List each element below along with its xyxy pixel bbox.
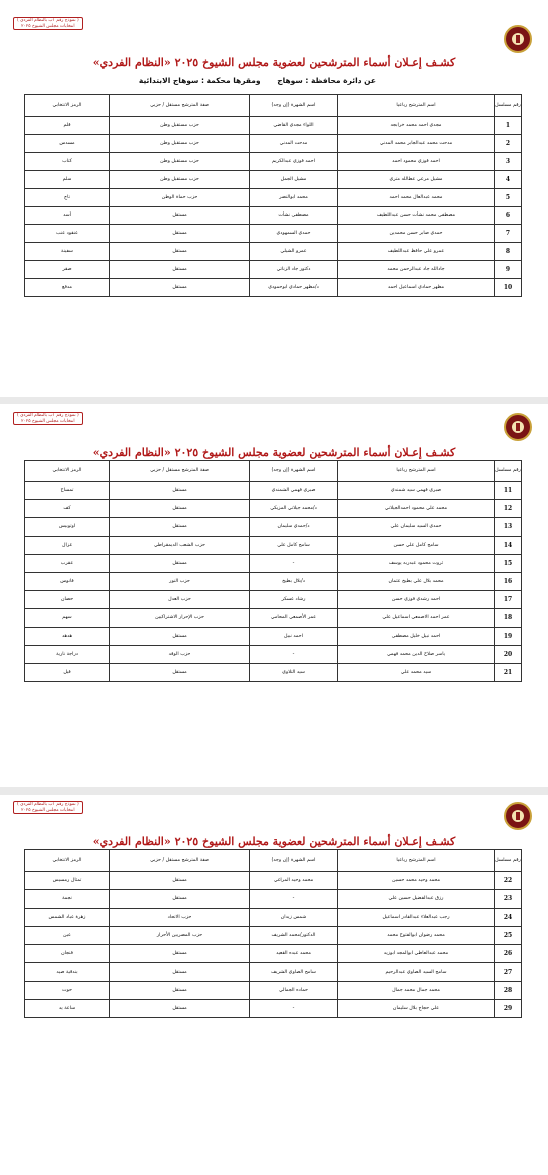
party-cell: مستقل (110, 225, 250, 243)
party-cell: مستقل (110, 663, 250, 681)
symbol-cell: نجمة (25, 890, 110, 908)
fame-name-cell: محمد عبده القعيد (250, 945, 338, 963)
header-name: اسم المترشح رباعيا (338, 461, 495, 482)
page-title: كشـف إعـلان أسماء المترشحين لعضوية مجلس الشيوخ ٢٠٢٥ «النظام الفردي» (92, 56, 456, 69)
party-cell: مستقل (110, 279, 250, 297)
party-cell: مستقل (110, 554, 250, 572)
symbol-cell: تاج (25, 189, 110, 207)
header-party: صفة المترشح مستقل / حزبي (110, 461, 250, 482)
serial-cell: 22 (495, 872, 522, 890)
candidate-name-cell: صبري فهمي سيد شمندي (338, 482, 495, 500)
fame-name-cell: مصطفى نشأت (250, 207, 338, 225)
symbol-cell: كف (25, 500, 110, 518)
table-row (25, 261, 522, 279)
candidate-name-cell: سامح السيد الصاوي عبدالرحيم (338, 963, 495, 981)
table-row (25, 482, 522, 500)
table-row (25, 1000, 522, 1018)
header-fame: اسم الشهرة (إن وجد) (250, 850, 338, 872)
table-row (25, 500, 522, 518)
party-cell: مستقل (110, 872, 250, 890)
party-cell: حزب الشعب الديمقراطي (110, 536, 250, 554)
party-cell: حزب مستقبل وطن (110, 153, 250, 171)
table-row (25, 518, 522, 536)
table-row (25, 963, 522, 981)
serial-cell: 9 (495, 261, 522, 279)
candidate-name-cell: احمد رشدي فوزي حسن (338, 591, 495, 609)
serial-cell: 28 (495, 981, 522, 999)
party-cell: حزب مستقبل وطن (110, 117, 250, 135)
header-symbol: الرمز الانتخابي (25, 850, 110, 872)
header-serial: رقم مسلسل (495, 850, 522, 872)
serial-cell: 7 (495, 225, 522, 243)
symbol-cell: هدهد (25, 627, 110, 645)
table-row (25, 536, 522, 554)
serial-cell: 29 (495, 1000, 522, 1018)
symbol-cell: بندقية صيد (25, 963, 110, 981)
candidate-name-cell: مظهر حمادي اسماعيل احمد (338, 279, 495, 297)
table-row (25, 627, 522, 645)
candidate-name-cell: محمد رضوان ابوالفتوح محمد (338, 926, 495, 944)
fame-name-cell: د/محمد جيلاني المزيكي (250, 500, 338, 518)
candidate-name-cell: محمد علي محمود احمدالجيلاني (338, 500, 495, 518)
party-cell: مستقل (110, 1000, 250, 1018)
fame-name-cell: حمدي السمهودي (250, 225, 338, 243)
table-row (25, 591, 522, 609)
party-cell: حزب الوفد (110, 645, 250, 663)
fame-name-cell: - (250, 645, 338, 663)
candidate-name-cell: عمر احمد الاصمعي اسماعيل علي (338, 609, 495, 627)
header-fame: اسم الشهرة (إن وجد) (250, 95, 338, 117)
candidate-name-cell: محمد عبدالعاطي ابوالمجد ابوزيد (338, 945, 495, 963)
serial-cell: 27 (495, 963, 522, 981)
fame-name-cell: رشاد عسكر (250, 591, 338, 609)
party-cell: حزب مستقبل وطن (110, 171, 250, 189)
fame-name-cell: محمد وحيد المراغي (250, 872, 338, 890)
symbol-cell: أسد (25, 207, 110, 225)
stamp-line-2: انتخابات مجلس الشيوخ ٢٠٢٥ (21, 23, 75, 29)
egypt-eagle-logo (504, 802, 532, 830)
table-row (25, 554, 522, 572)
fame-name-cell: عمر الأصمعي المحامي (250, 609, 338, 627)
serial-cell: 26 (495, 945, 522, 963)
court-label: ومقرها محكمة : سوهاج الابتدائية (138, 76, 261, 85)
party-cell: حزب العدل (110, 591, 250, 609)
fame-name-cell: الدكتور/محمد الشريف (250, 926, 338, 944)
serial-cell: 16 (495, 572, 522, 590)
table-row (25, 872, 522, 890)
serial-cell: 24 (495, 908, 522, 926)
serial-cell: 19 (495, 627, 522, 645)
symbol-cell: دراجة نارية (25, 645, 110, 663)
candidate-name-cell: حمدي السيد سليمان علي (338, 518, 495, 536)
candidate-name-cell: مصطفى محمد نشأت حسن عبداللطيف (338, 207, 495, 225)
fame-name-cell: اللواء مجدي القاضي (250, 117, 338, 135)
candidate-name-cell: عمرو علي حافظ عبداللطيف (338, 243, 495, 261)
serial-cell: 6 (495, 207, 522, 225)
fame-name-cell: دكتور جاد الزناتي (250, 261, 338, 279)
party-cell: مستقل (110, 207, 250, 225)
serial-cell: 13 (495, 518, 522, 536)
fame-name-cell: سيد التلاوي (250, 663, 338, 681)
serial-cell: 2 (495, 135, 522, 153)
egypt-eagle-logo (504, 25, 532, 53)
fame-name-cell: د/بلال بطيخ (250, 572, 338, 590)
fame-name-cell: - (250, 1000, 338, 1018)
fame-name-cell: حماده الجمالي (250, 981, 338, 999)
fame-name-cell: سامح كامل علي (250, 536, 338, 554)
party-cell: مستقل (110, 981, 250, 999)
table-row (25, 572, 522, 590)
symbol-cell: مسدس (25, 135, 110, 153)
header-name: اسم المترشح رباعيا (338, 850, 495, 872)
candidate-name-cell: ياسر صلاح الدين محمد فهمي (338, 645, 495, 663)
serial-cell: 3 (495, 153, 522, 171)
serial-cell: 12 (495, 500, 522, 518)
table-row (25, 225, 522, 243)
table-row (25, 663, 522, 681)
candidate-name-cell: رزق عبدالفضيل حسين علي (338, 890, 495, 908)
symbol-cell: صقر (25, 261, 110, 279)
table-row (25, 117, 522, 135)
serial-cell: 18 (495, 609, 522, 627)
document-page-2 (0, 404, 548, 787)
egypt-eagle-logo (504, 413, 532, 441)
serial-cell: 10 (495, 279, 522, 297)
candidate-name-cell: رجب عبدالعلاء عبدالقادر اسماعيل (338, 908, 495, 926)
candidate-name-cell: احمد فوزي محمود احمد (338, 153, 495, 171)
symbol-cell: فيل (25, 663, 110, 681)
party-cell: حزب مستقبل وطن (110, 135, 250, 153)
symbol-cell: كتاب (25, 153, 110, 171)
candidate-name-cell: محمد عبدالعال محمد احمد (338, 189, 495, 207)
symbol-cell: زهرة عباد الشمس (25, 908, 110, 926)
table-row (25, 645, 522, 663)
fame-name-cell: عمرو الشيلي (250, 243, 338, 261)
serial-cell: 23 (495, 890, 522, 908)
fame-name-cell: شمس زيدان (250, 908, 338, 926)
table-row (25, 609, 522, 627)
symbol-cell: تمساح (25, 482, 110, 500)
fame-name-cell: احمد فوزي عبدالكريم (250, 153, 338, 171)
stamp-line-1: ( نموذج رقم ١ب بالنظام الفردي ) (17, 413, 79, 418)
party-cell: مستقل (110, 482, 250, 500)
symbol-cell: حصان (25, 591, 110, 609)
table-row (25, 153, 522, 171)
party-cell: مستقل (110, 890, 250, 908)
symbol-cell: غزال (25, 536, 110, 554)
fame-name-cell: مشيل الجمل (250, 171, 338, 189)
party-cell: مستقل (110, 945, 250, 963)
table-row (25, 945, 522, 963)
candidate-name-cell: مجدي احمد محمد خرابجه (338, 117, 495, 135)
header-fame: اسم الشهرة (إن وجد) (250, 461, 338, 482)
candidate-name-cell: جادالله جاد عبدالرحمن محمد (338, 261, 495, 279)
symbol-cell: ساعة يد (25, 1000, 110, 1018)
candidate-name-cell: سيد محمد علي (338, 663, 495, 681)
party-cell: حزب حماة الوطن (110, 189, 250, 207)
party-cell: مستقل (110, 500, 250, 518)
form-stamp (13, 17, 83, 30)
header-serial: رقم مسلسل (495, 461, 522, 482)
form-stamp (13, 412, 83, 425)
table-row (25, 243, 522, 261)
candidate-name-cell: محمد جمال محمد جمال (338, 981, 495, 999)
serial-cell: 21 (495, 663, 522, 681)
candidate-name-cell: علي حجاج بلال سليمان (338, 1000, 495, 1018)
serial-cell: 15 (495, 554, 522, 572)
header-symbol: الرمز الانتخابي (25, 95, 110, 117)
fame-name-cell: صبري فهمي الشمندي (250, 482, 338, 500)
table-header-row (25, 850, 522, 872)
serial-cell: 8 (495, 243, 522, 261)
candidates-table (24, 460, 522, 682)
header-party: صفة المترشح مستقل / حزبي (110, 95, 250, 117)
fame-name-cell: محمد ابوالنصر (250, 189, 338, 207)
stamp-line-2: انتخابات مجلس الشيوخ ٢٠٢٥ (21, 807, 75, 813)
fame-name-cell: مدحت المدني (250, 135, 338, 153)
candidate-name-cell: مشيل مرعي عطالله متري (338, 171, 495, 189)
header-symbol: الرمز الانتخابي (25, 461, 110, 482)
candidate-name-cell: ثروت محمود عبدربه يوسف (338, 554, 495, 572)
header-serial: رقم مسلسل (495, 95, 522, 117)
serial-cell: 20 (495, 645, 522, 663)
page-title: كشـف إعـلان أسماء المترشحين لعضوية مجلس الشيوخ ٢٠٢٥ «النظام الفردي» (92, 446, 456, 459)
candidate-name-cell: محمد بلال علي بطيخ عثمان (338, 572, 495, 590)
stamp-line-1: ( نموذج رقم ١ب بالنظام الفردي ) (17, 18, 79, 23)
stamp-line-1: ( نموذج رقم ١ب بالنظام الفردي ) (17, 802, 79, 807)
page-title: كشـف إعـلان أسماء المترشحين لعضوية مجلس الشيوخ ٢٠٢٥ «النظام الفردي» (92, 835, 456, 848)
party-cell: مستقل (110, 627, 250, 645)
candidate-name-cell: حمدي صابر حسن محمدين (338, 225, 495, 243)
symbol-cell: عقرب (25, 554, 110, 572)
district-line (125, 76, 376, 85)
table-row (25, 279, 522, 297)
document-page-3 (0, 795, 548, 1175)
header-party: صفة المترشح مستقل / حزبي (110, 850, 250, 872)
table-row (25, 171, 522, 189)
symbol-cell: سلم (25, 171, 110, 189)
fame-name-cell: د/مظهر حمادي ابوحمودي (250, 279, 338, 297)
party-cell: حزب المصريين الأحرار (110, 926, 250, 944)
table-row (25, 890, 522, 908)
serial-cell: 17 (495, 591, 522, 609)
party-cell: حزب الإحرار الاشتراكيين (110, 609, 250, 627)
symbol-cell: فنجان (25, 945, 110, 963)
symbol-cell: فانوس (25, 572, 110, 590)
party-cell: مستقل (110, 243, 250, 261)
symbol-cell: قلم (25, 117, 110, 135)
symbol-cell: عنقود عنب (25, 225, 110, 243)
document-page-1 (0, 0, 548, 397)
serial-cell: 4 (495, 171, 522, 189)
symbol-cell: اوتوبيس (25, 518, 110, 536)
party-cell: مستقل (110, 963, 250, 981)
serial-cell: 11 (495, 482, 522, 500)
header-name: اسم المترشح رباعيا (338, 95, 495, 117)
candidate-name-cell: احمد نبيل خليل مصطفى (338, 627, 495, 645)
table-row (25, 908, 522, 926)
form-stamp (13, 801, 83, 814)
fame-name-cell: د/حمدي سليمان (250, 518, 338, 536)
serial-cell: 14 (495, 536, 522, 554)
candidates-table (24, 849, 522, 1018)
symbol-cell: سهم (25, 609, 110, 627)
table-row (25, 207, 522, 225)
symbol-cell: حوت (25, 981, 110, 999)
party-cell: مستقل (110, 518, 250, 536)
serial-cell: 25 (495, 926, 522, 944)
candidate-name-cell: محمد وحيد محمد حسين (338, 872, 495, 890)
symbol-cell: تمثال رمسيس (25, 872, 110, 890)
candidate-name-cell: مدحت محمد عبدالجابر محمد المدني (338, 135, 495, 153)
district-label: عن دائرة محافظة : سوهاج (277, 76, 376, 85)
symbol-cell: عين (25, 926, 110, 944)
candidates-table (24, 94, 522, 297)
table-row (25, 926, 522, 944)
serial-cell: 1 (495, 117, 522, 135)
symbol-cell: سفينة (25, 243, 110, 261)
fame-name-cell: سامح الصاوي الشريف (250, 963, 338, 981)
table-row (25, 135, 522, 153)
candidate-name-cell: سامح كامل علي حسن (338, 536, 495, 554)
serial-cell: 5 (495, 189, 522, 207)
fame-name-cell: - (250, 890, 338, 908)
party-cell: مستقل (110, 261, 250, 279)
table-header-row (25, 95, 522, 117)
table-row (25, 189, 522, 207)
fame-name-cell: - (250, 554, 338, 572)
table-header-row (25, 461, 522, 482)
table-row (25, 981, 522, 999)
party-cell: حزب النور (110, 572, 250, 590)
fame-name-cell: احمد نبيل (250, 627, 338, 645)
symbol-cell: مدفع (25, 279, 110, 297)
stamp-line-2: انتخابات مجلس الشيوخ ٢٠٢٥ (21, 418, 75, 424)
party-cell: حزب الاتحاد (110, 908, 250, 926)
